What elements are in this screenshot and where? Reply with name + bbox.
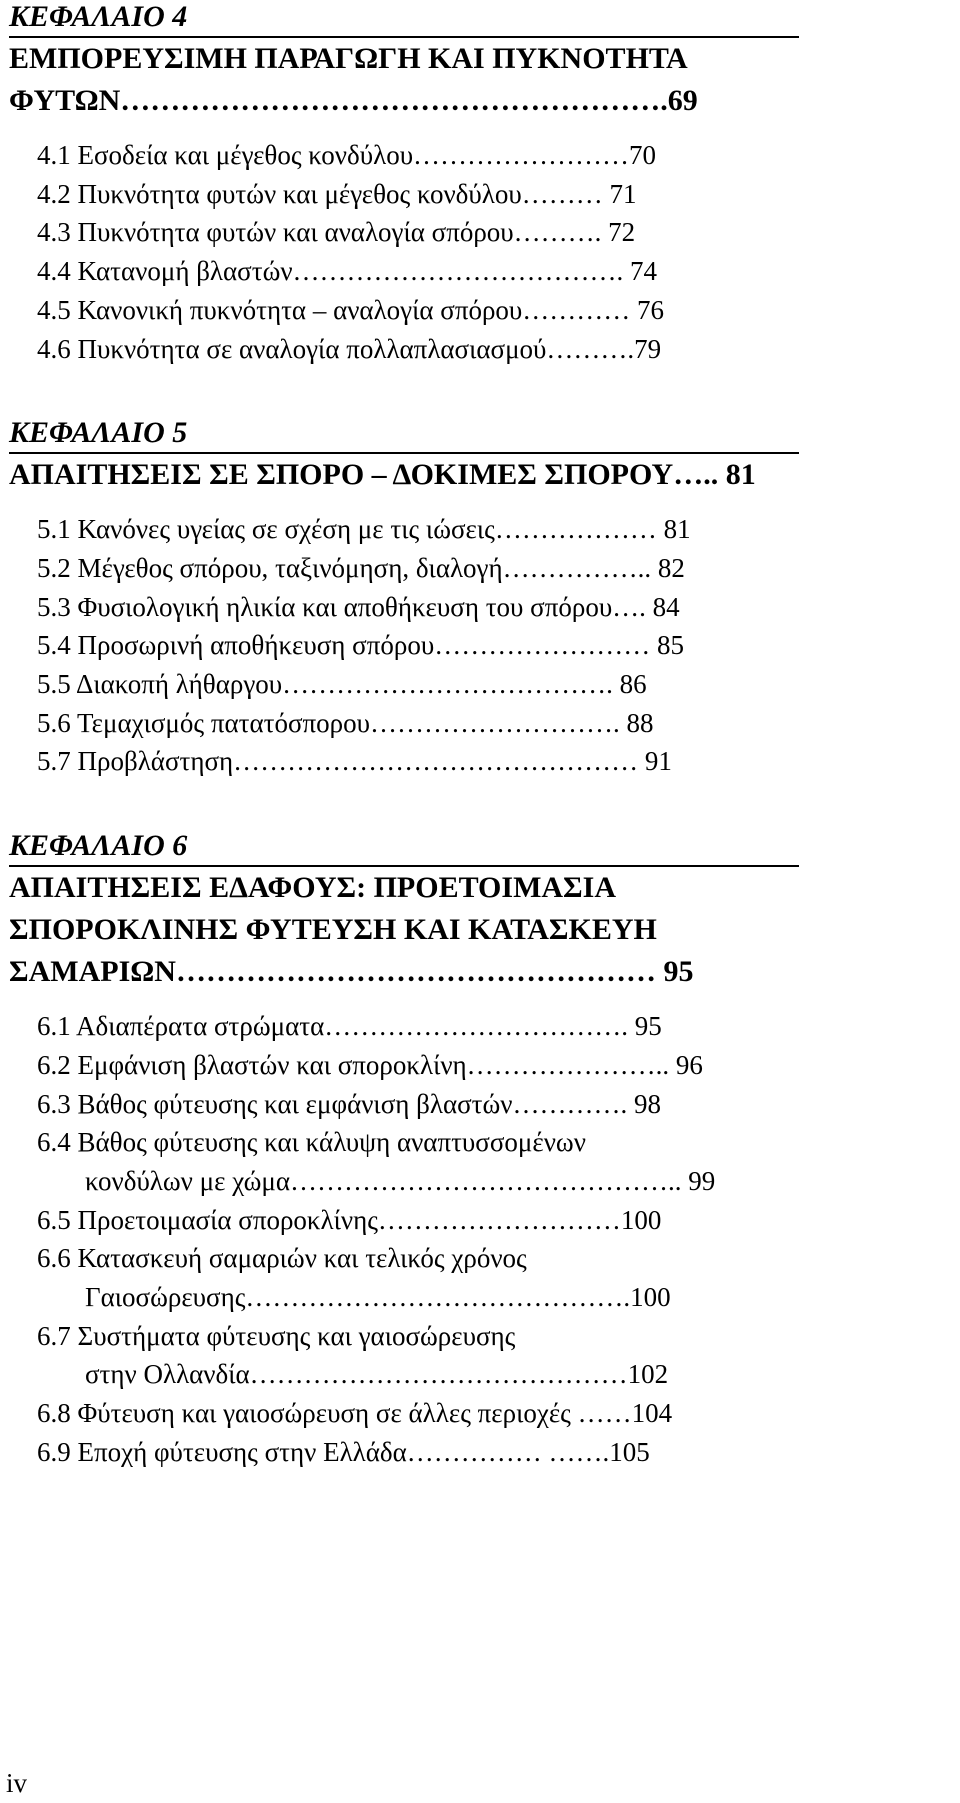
chapter-title-line: ΣΠΟΡΟΚΛΙΝΗΣ ΦΥΤΕΥΣΗ ΚΑΙ ΚΑΤΑΣΚΕΥΗ [9, 913, 657, 947]
toc-entry[interactable]: 6.4 Βάθος φύτευσης και κάλυψη αναπτυσσομένων [37, 1127, 586, 1158]
toc-entry[interactable]: 4.5 Κανονική πυκνότητα – αναλογία σπόρου………… 76 [37, 294, 665, 325]
toc-page [9, 0, 960, 1472]
toc-entry[interactable]: 5.7 Προβλάστηση……………………………………… 91 [37, 746, 672, 777]
toc-entry[interactable]: 4.3 Πυκνότητα φυτών και αναλογία σπόρου………. 72 [37, 217, 636, 248]
toc-entry[interactable]: 5.4 Προσωρινή αποθήκευση σπόρου…………………… 85 [37, 630, 684, 661]
chapter-6 [9, 829, 960, 1471]
toc-entry-continuation[interactable]: στην Ολλανδία……………………………………102 [85, 1359, 669, 1390]
toc-entry[interactable]: 5.5 Διακοπή λήθαργου………………………………. 86 [37, 669, 647, 700]
chapter-title-line: ΑΠΑΙΤΗΣΕΙΣ ΣΕ ΣΠΟΡΟ – ΔΟΚΙΜΕΣ ΣΠΟΡΟΥ….. 81 [9, 458, 756, 492]
chapter-title-line: ΦΥΤΩΝ……………………………………………….69 [9, 84, 698, 117]
toc-entry[interactable]: 4.6 Πυκνότητα σε αναλογία πολλαπλασιασμού……….79 [37, 333, 662, 364]
chapter-5 [9, 416, 960, 781]
toc-entry-continuation[interactable]: κονδύλων με χώμα…………………………………….. 99 [85, 1165, 716, 1196]
toc-entry[interactable]: 5.3 Φυσιολογική ηλικία και αποθήκευση του σπόρου…. 84 [37, 591, 680, 622]
toc-entry[interactable]: 6.6 Κατασκευή σαμαριών και τελικός χρόνος [37, 1243, 527, 1274]
toc-entry[interactable]: 6.7 Συστήματα φύτευσης και γαιοσώρευσης [37, 1320, 516, 1351]
toc-entry[interactable]: 6.8 Φύτευση και γαιοσώρευση σε άλλες περιοχές ……104 [37, 1398, 673, 1429]
toc-entry[interactable]: 6.1 Αδιαπέρατα στρώματα……………………………. 95 [37, 1011, 662, 1042]
toc-entry[interactable]: 4.2 Πυκνότητα φυτών και μέγεθος κονδύλου……… 71 [37, 178, 637, 209]
chapter-label: ΚΕΦΑΛΑΙΟ 6 [9, 829, 799, 867]
toc-entry-continuation[interactable]: Γαιοσώρευσης…………………………………….100 [85, 1282, 671, 1313]
chapter-4 [9, 0, 960, 368]
chapter-title-line: ΑΠΑΙΤΗΣΕΙΣ ΕΔΑΦΟΥΣ: ΠΡΟΕΤΟΙΜΑΣΙΑ [9, 871, 617, 905]
chapter-title-line: ΣΑΜΑΡΙΩΝ………………………………………… 95 [9, 955, 694, 989]
chapter-label: ΚΕΦΑΛΑΙΟ 5 [9, 416, 799, 454]
toc-entry[interactable]: 6.2 Εμφάνιση βλαστών και σποροκλίνη………………….. 96 [37, 1049, 703, 1080]
toc-entry[interactable]: 6.5 Προετοιμασία σποροκλίνης………………………100 [37, 1204, 662, 1235]
toc-entry[interactable]: 6.9 Εποχή φύτευσης στην Ελλάδα…………… …….105 [37, 1436, 650, 1467]
toc-entry[interactable]: 6.3 Βάθος φύτευσης και εμφάνιση βλαστών…………. 98 [37, 1088, 661, 1119]
toc-entry[interactable]: 5.2 Μέγεθος σπόρου, ταξινόμηση, διαλογή…………….. 82 [37, 552, 685, 583]
toc-entry[interactable]: 5.6 Τεμαχισμός πατατόσπορου………………………. 88 [37, 707, 654, 738]
chapter-label: ΚΕΦΑΛΑΙΟ 4 [9, 0, 799, 38]
toc-entry[interactable]: 4.4 Κατανομή βλαστών………………………………. 74 [37, 256, 658, 287]
page-number: iv [6, 1768, 28, 1798]
toc-entry[interactable]: 5.1 Κανόνες υγείας σε σχέση με τις ιώσεις……………… 81 [37, 514, 691, 545]
toc-entry[interactable]: 4.1 Εσοδεία και μέγεθος κονδύλου……………………70 [37, 140, 657, 170]
chapter-title-line: ΕΜΠΟΡΕΥΣΙΜΗ ΠΑΡΑΓΩΓΗ ΚΑΙ ΠΥΚΝΟΤΗΤΑ [9, 42, 688, 75]
